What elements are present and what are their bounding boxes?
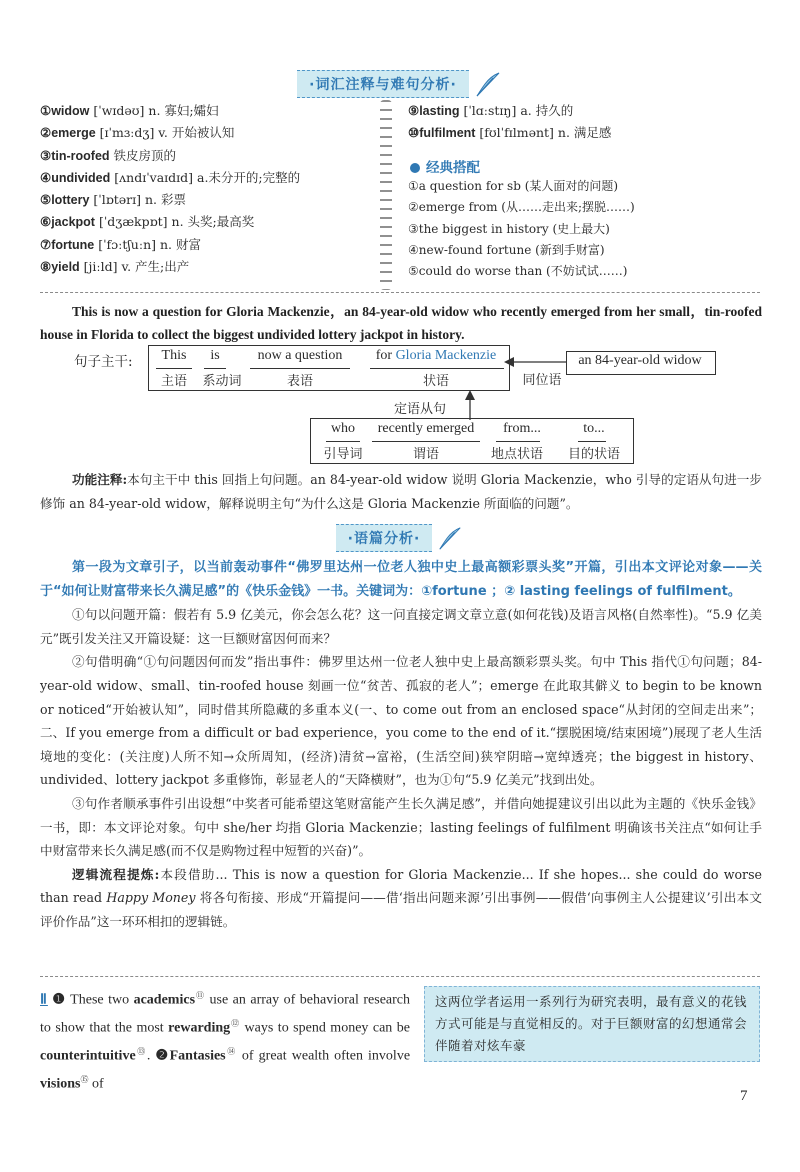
vocab-item: ③tin-roofed 铁皮房顶的	[40, 147, 177, 163]
purpose-adverbial: to...	[583, 421, 605, 436]
underline	[326, 441, 360, 442]
vocab-item: ⑦fortune [ˈfɔːtʃuːn] n. 财富	[40, 236, 201, 252]
appositive-phrase: an 84-year-old widow	[578, 353, 702, 368]
relative-pronoun: who	[330, 421, 356, 436]
bullet-dot-icon	[410, 163, 420, 173]
vocab-item: ⑨lasting [ˈlɑːstɪŋ] a. 持久的	[408, 103, 574, 118]
subject-word: This	[161, 348, 187, 363]
linking-verb-word: is	[210, 348, 220, 363]
vocab-list-left	[40, 100, 300, 278]
page-number: 7	[740, 1088, 748, 1104]
collocation-item: ③the biggest in history (史上最大)	[408, 221, 610, 236]
analysis-paragraph: ③句作者顺承事件引出设想“中奖者可能希望这笔财富能产生长久满足感”，并借向她提建议引出以此为主题的《快乐金钱》一书，即：本文评论对象。句中 she/her 均指 Gloria Mackenzie；lasting feelings of fulfilment 明确该书关注点“如何让手中财富带来长久满足感(而不仅是购物过程中短暂的兴奋)”。	[40, 795, 762, 859]
place-adverbial-label: 地点状语	[490, 447, 543, 462]
feather-pen-icon	[436, 525, 464, 551]
collocation-item: ②emerge from (从……走出来;摆脱……)	[408, 200, 635, 215]
function-note: 功能注释:本句主干中 this 回指上句问题。an 84-year-old widow 说明 Gloria Mackenzie，who 引导的定语从句进一步修饰 an 84-year-old widow，解释说明主句“为什么这是 Gloria Mackenzie 所面临的问题”。	[40, 472, 762, 511]
feather-pen-icon	[473, 70, 503, 98]
underline	[372, 441, 480, 442]
vocab-item: ⑤lottery [ˈlɒtərɪ] n. 彩票	[40, 192, 186, 208]
logic-flow-paragraph: 逻辑流程提炼:本段借助... This is now a question for Gloria Mackenzie... If she hopes... she could do worse than read Happy Money 将各句衔接、形成“开篇提问——借‘指出问题来源’引出事例——假借‘向事例主人公提建议’引出本文评价作品”这一环环相扣的逻辑链。	[40, 866, 762, 929]
appositive-label: 同位语	[522, 373, 562, 388]
attributive-clause-label: 定语从句	[393, 402, 446, 417]
section-roman-numeral: Ⅱ	[40, 992, 48, 1008]
vocab-item: ②emerge [ɪˈmɜːdʒ] v. 开始被认知	[40, 125, 235, 141]
passage-text: Ⅱ ❶ These two academics⑪ use an array of behavioral research to show that the most rewarding⑫ ways to spend money can be counterintuitive⑬. ❷Fantasies⑭ of great wealth often involve visions⑮ of	[40, 991, 411, 1093]
vocab-item: ①widow [ˈwɪdəʊ] n. 寡妇;孀妇	[40, 103, 219, 118]
vocab-item: ④undivided [ʌndɪˈvaɪdɪd] a.未分开的;完整的	[40, 169, 301, 185]
clause-predicate: recently emerged	[377, 421, 475, 436]
purpose-adverbial-label: 目的状语	[567, 447, 620, 462]
difficult-sentence: This is now a question for Gloria Mackenzie，an 84-year-old widow who recently emerged from her small，tin-roofed house in Florida to collect the biggest undivided lottery jackpot in history.	[40, 304, 762, 342]
subject-label: 主语	[160, 374, 187, 389]
collocation-item: ①a question for sb (某人面对的问题)	[408, 179, 619, 193]
adverbial-label: 状语	[422, 374, 449, 389]
clause-predicate-label: 谓语	[412, 447, 439, 462]
discourse-intro: 第一段为文章引子，以当前轰动事件“佛罗里达州一位老人独中史上最高额彩票头奖”开篇，引出本文评论对象——关于“如何让财富带来长久满足感”的《快乐金钱》一书。关键词为：①fortune ；② lasting feelings of fulfilment。	[40, 560, 762, 599]
place-adverbial: from...	[503, 421, 541, 436]
discourse-section-header	[320, 524, 480, 552]
main-clause-label: 句子主干:	[74, 354, 133, 370]
discourse-analysis	[40, 556, 762, 934]
section-divider	[40, 292, 760, 293]
underline	[496, 441, 540, 442]
relative-pronoun-label: 引导词	[323, 447, 363, 462]
predicative-phrase: now a question	[257, 348, 343, 363]
vocab-section-header	[260, 70, 540, 98]
underline	[578, 441, 606, 442]
vocab-item: ⑩fulfilment [fʊlˈfɪlmənt] n. 满足感	[408, 125, 612, 141]
vocab-section-title: ·词汇注释与难句分析·	[297, 70, 469, 98]
collocation-item: ④new-found fortune (新到手财富)	[408, 242, 605, 257]
collocations-list	[408, 176, 635, 282]
collocation-item: ⑤could do worse than (不妨试试……)	[408, 264, 628, 279]
discourse-section-title: ·语篇分析·	[336, 524, 433, 552]
vocab-item: ⑥jackpot [ˈdʒækpɒt] n. 头奖;最高奖	[40, 214, 255, 230]
adverbial-phrase: for Gloria Mackenzie	[375, 348, 497, 363]
analysis-paragraph: ②句借明确“①句问题因何而发”指出事件：佛罗里达州一位老人独中史上最高额彩票头奖。句中 This 指代①句问题；84-year-old widow、small、tin-roofed house 刻画一位“贫苦、孤寂的老人”；emerge 在此取其僻义 to begin to be known or noticed“开始被认知”，同时借其所隐藏的多重本义(一、to come out from an enclosed space“从封闭的空间走出来”；二、If you emerge from a difficult or bad experience，you come to the end of it.“摆脱困境/结束困境”)展现了老人生活境地的变化：(关注度)人所不知→众所周知，(经济)清贫→富裕，(生活空间)狭窄阴暗→宽绰透亮；the biggest in history、undivided、lottery jackpot 多重修饰，彰显老人的“天降横财”，也为①句“5.9 亿美元”找到出处。	[40, 654, 762, 788]
linking-verb-label: 系动词	[202, 374, 242, 389]
notebook-spiral-divider	[380, 100, 392, 290]
analysis-paragraph: ①句以问题开篇：假若有 5.9 亿美元，你会怎么花？这一问直接定调文章立意(如何花钱)及语言风格(自然率性)。“5.9 亿美元”既引发关注又开篇设疑：这一巨额财富因何而来？	[40, 607, 762, 646]
predicative-label: 表语	[286, 374, 313, 389]
translation-box: 这两位学者运用一系列行为研究表明，最有意义的花钱方式可能是与直觉相反的。对于巨额财富的幻想通常会伴随着对炫车豪	[424, 986, 760, 1062]
collocations-heading: 经典搭配	[410, 156, 480, 176]
vocab-list-right	[408, 100, 611, 145]
vocab-item: ⑧yield [jiːld] v. 产生;出产	[40, 259, 190, 275]
section-divider	[40, 976, 760, 977]
